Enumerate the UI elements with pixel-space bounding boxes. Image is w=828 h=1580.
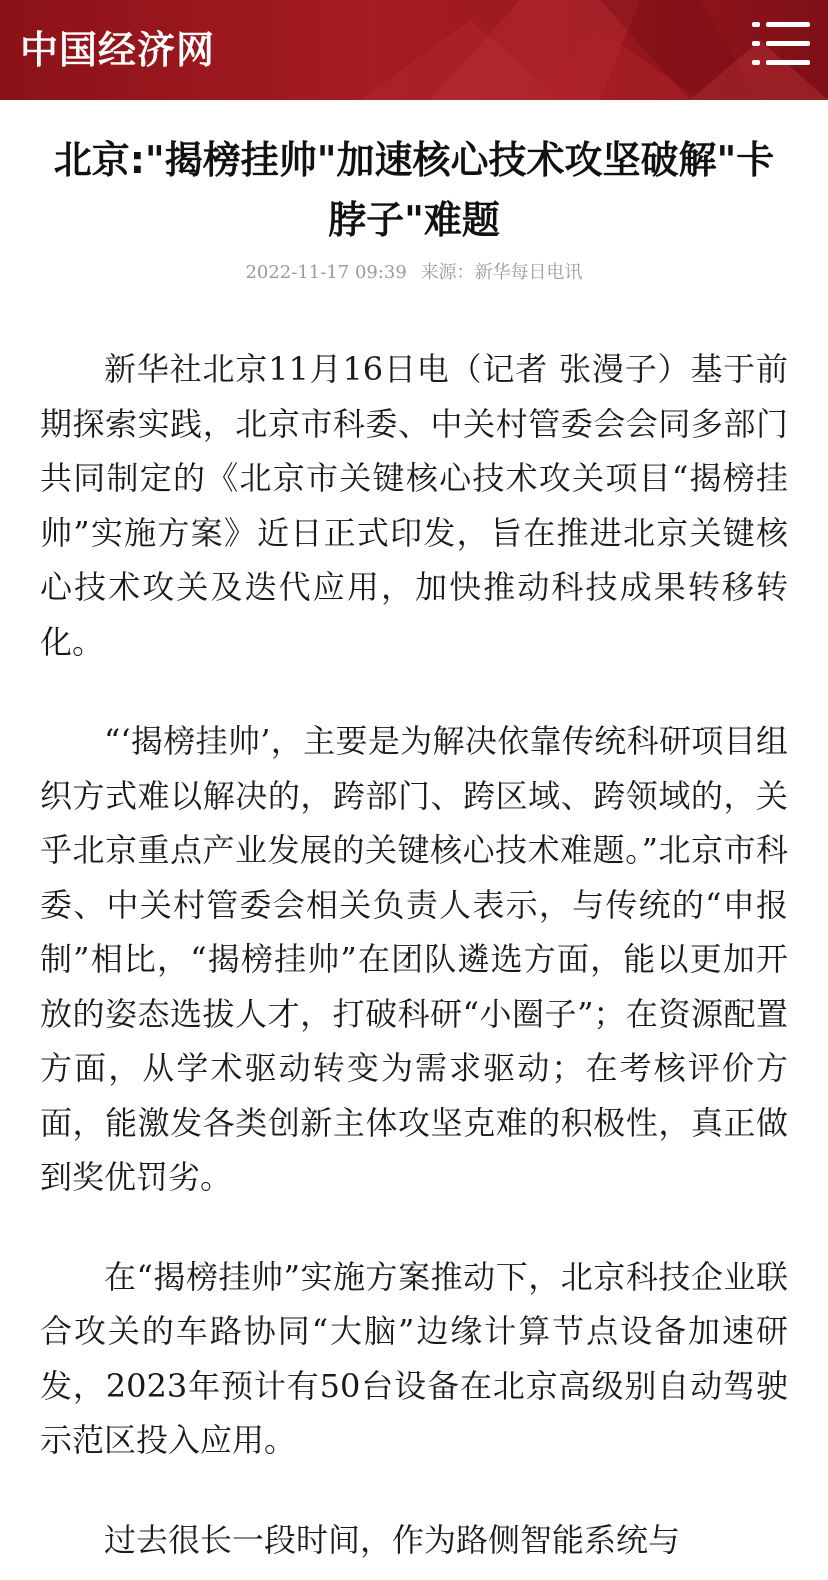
- menu-line-3: [752, 60, 812, 65]
- source-label: 来源：: [420, 262, 475, 283]
- article-paragraph: 过去很长一段时间，作为路侧智能系统与: [104, 1520, 681, 1559]
- article-paragraph: 新华社北京11月16日电（记者 张漫子）基于前期探索实践，北京市科委、中关村管委会会同多部门共同制定的《北京市关键核心技术攻关项目“揭榜挂帅”实施方案》近日正式印发，旨在推进北京关键核心技术攻关及迭代应用，加快推动科技成果转移转化。: [40, 350, 788, 661]
- source-name: 新华每日电讯: [474, 262, 583, 283]
- menu-line-2: [752, 41, 812, 46]
- article-meta: [0, 258, 828, 284]
- article-body: [40, 342, 788, 1567]
- hamburger-menu-icon[interactable]: [752, 22, 812, 78]
- article-datetime: 2022-11-17 09:39: [245, 262, 407, 283]
- menu-line-1: [752, 22, 812, 27]
- article-source: [421, 262, 583, 283]
- site-logo[interactable]: 中国经济网: [20, 28, 216, 72]
- article-title: 北京:"揭榜挂帅"加速核心技术攻坚破解"卡脖子"难题: [53, 138, 775, 242]
- article-paragraph: 在“揭榜挂帅”实施方案推动下，北京科技企业联合攻关的车路协同“大脑”边缘计算节点设备加速研发，2023年预计有50台设备在北京高级别自动驾驶示范区投入应用。: [40, 1257, 788, 1459]
- site-header: [0, 0, 828, 100]
- article-paragraph: “‘揭榜挂帅’，主要是为解决依靠传统科研项目组织方式难以解决的，跨部门、跨区域、跨领域的，关乎北京重点产业发展的关键核心技术难题。”北京市科委、中关村管委会相关负责人表示，与传统的“申报制”相比，“揭榜挂帅”在团队遴选方面，能以更加开放的姿态选拔人才，打破科研“小圈子”；在资源配置方面，从学术驱动转变为需求驱动；在考核评价方面，能激发各类创新主体攻坚克难的积极性，真正做到奖优罚劣。: [40, 722, 788, 1196]
